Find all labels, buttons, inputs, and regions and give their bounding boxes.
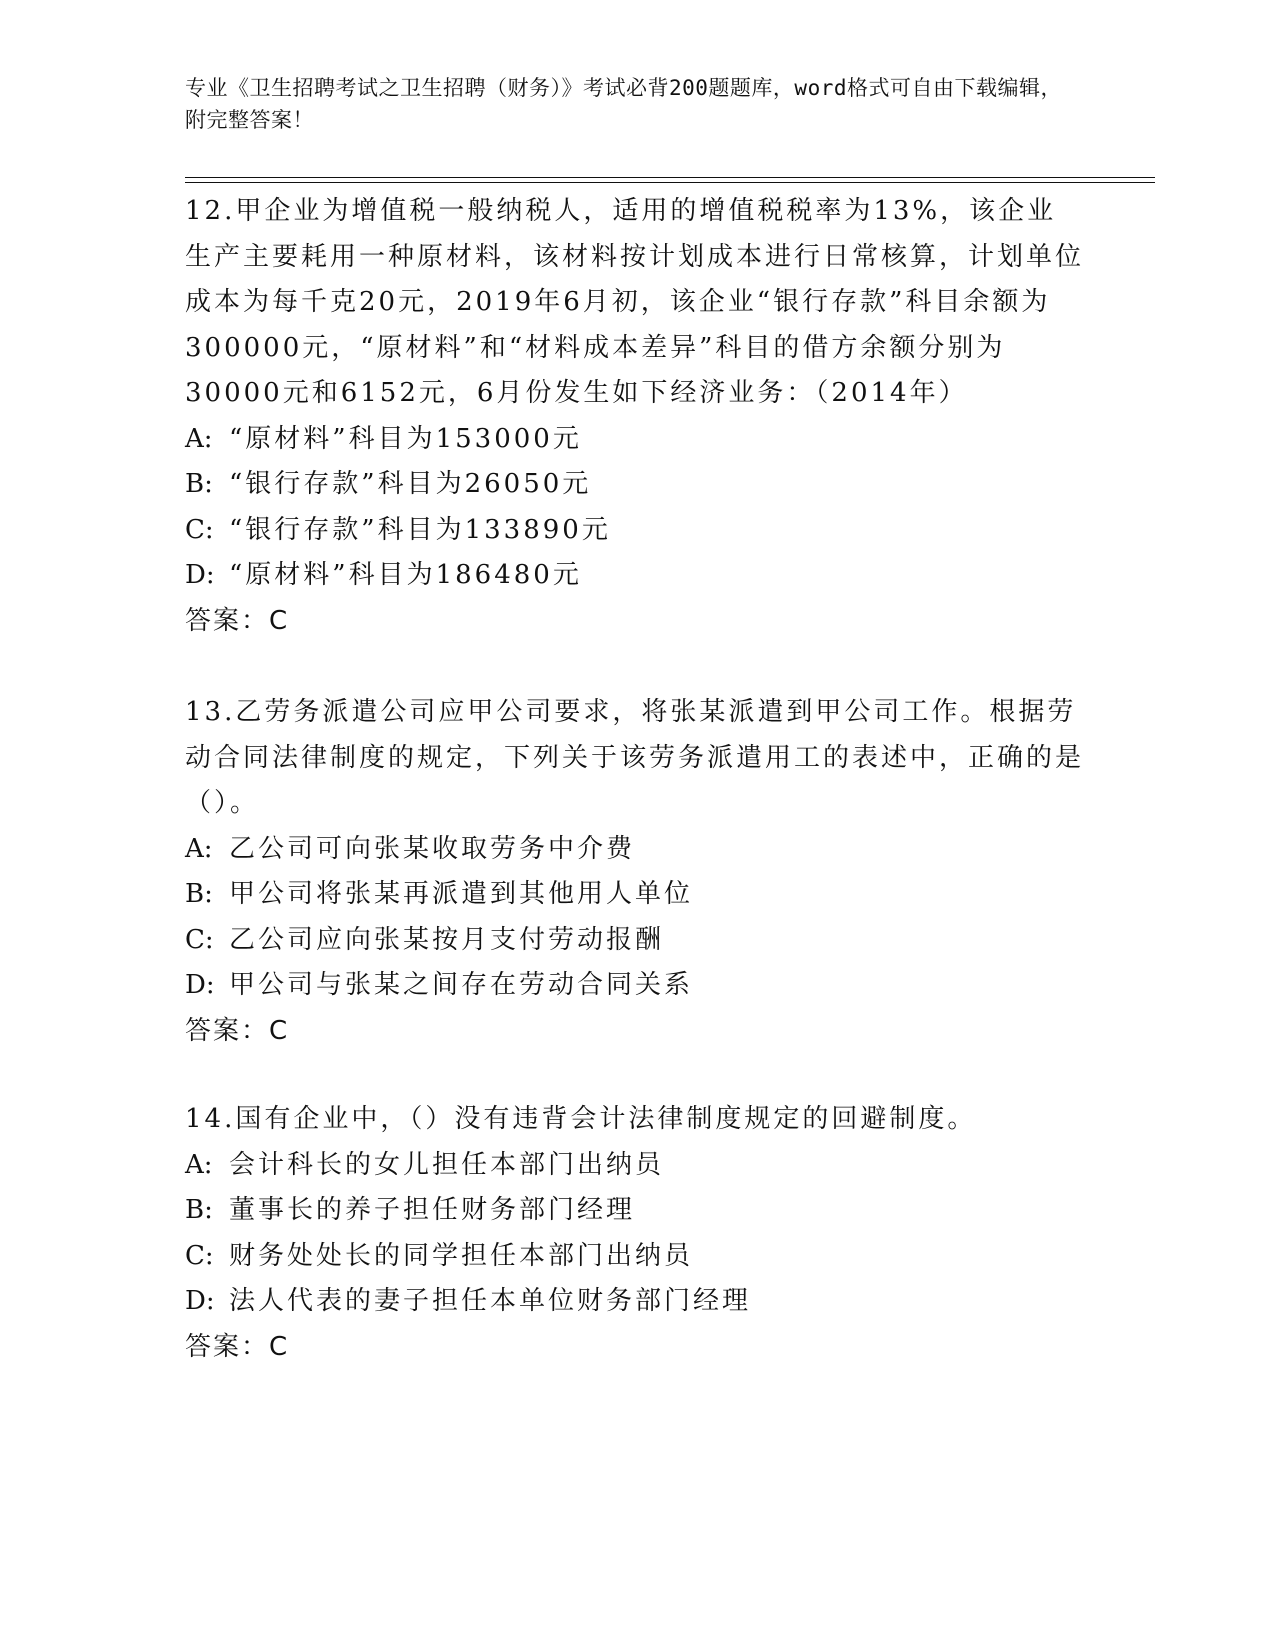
option-text: 甲公司与张某之间存在劳动合同关系 — [229, 970, 694, 1000]
option-letter: A: — [185, 1149, 213, 1180]
option-b — [185, 1188, 1085, 1234]
option-text: 财务处处长的同学担任本部门出纳员 — [229, 1240, 694, 1271]
option-d — [185, 553, 1085, 599]
question-text: 14.国有企业中，（）没有违背会计法律制度规定的回避制度。 — [185, 1104, 977, 1134]
option-letter: A: — [185, 833, 213, 864]
option-text: 甲公司将张某再派遣到其他用人单位 — [229, 879, 694, 909]
header-divider-top — [185, 177, 1155, 178]
option-letter: C: — [185, 1240, 214, 1271]
option-letter: B: — [185, 1195, 213, 1225]
option-d — [185, 963, 1085, 1009]
option-text: “原材料”科目为186480元 — [229, 560, 582, 590]
answer-line: 答案：C — [185, 605, 290, 636]
option-letter: D: — [185, 970, 215, 1000]
option-a — [185, 417, 1085, 463]
question-text: 12.甲企业为增值税一般纳税人，适用的增值税税率为13%，该企业生产主要耗用一种原材料，该材料按计划成本进行日常核算，计划单位成本为每千克20元，2019年6月初，该企业“银行存款”科目余额为300000元，“原材料”和“材料成本差异”科目的借方余额分别为30000元和6152元，6月份发生如下经济业务：（2014年） — [185, 196, 1085, 408]
question-text: 13.乙劳务派遣公司应甲公司要求，将张某派遣到甲公司工作。根据劳动合同法律制度的规定，下列关于该劳务派遣用工的表述中，正确的是（）。 — [185, 697, 1085, 818]
option-letter: C: — [185, 514, 214, 545]
option-text: 董事长的养子担任财务部门经理 — [229, 1195, 636, 1225]
option-b — [185, 462, 1085, 508]
document-header: 专业《卫生招聘考试之卫生招聘（财务）》考试必背200题题库，word格式可自由下载编辑，附完整答案！ — [185, 76, 1062, 132]
option-text: “银行存款”科目为26050元 — [229, 469, 592, 499]
question-14 — [185, 1097, 1085, 1370]
option-letter: A: — [185, 423, 213, 454]
question-13 — [185, 690, 1085, 1054]
option-letter: D: — [185, 560, 215, 590]
option-a — [185, 827, 1085, 873]
option-c — [185, 508, 1085, 554]
option-letter: B: — [185, 879, 213, 909]
option-b — [185, 872, 1085, 918]
option-d — [185, 1279, 1085, 1325]
option-letter: B: — [185, 469, 213, 499]
option-letter: D: — [185, 1286, 215, 1316]
option-text: “原材料”科目为153000元 — [229, 423, 582, 454]
option-text: “银行存款”科目为133890元 — [229, 514, 611, 545]
option-a — [185, 1143, 1085, 1189]
option-text: 乙公司应向张某按月支付劳动报酬 — [229, 924, 665, 955]
header-divider-bottom — [185, 182, 1155, 183]
option-c — [185, 918, 1085, 964]
answer-line: 答案：C — [185, 1015, 290, 1046]
answer-line: 答案：C — [185, 1331, 290, 1362]
option-letter: C: — [185, 924, 214, 955]
option-text: 乙公司可向张某收取劳务中介费 — [229, 833, 636, 864]
option-text: 法人代表的妻子担任本单位财务部门经理 — [229, 1286, 752, 1316]
option-c — [185, 1234, 1085, 1280]
question-12 — [185, 189, 1085, 644]
option-text: 会计科长的女儿担任本部门出纳员 — [229, 1149, 665, 1180]
